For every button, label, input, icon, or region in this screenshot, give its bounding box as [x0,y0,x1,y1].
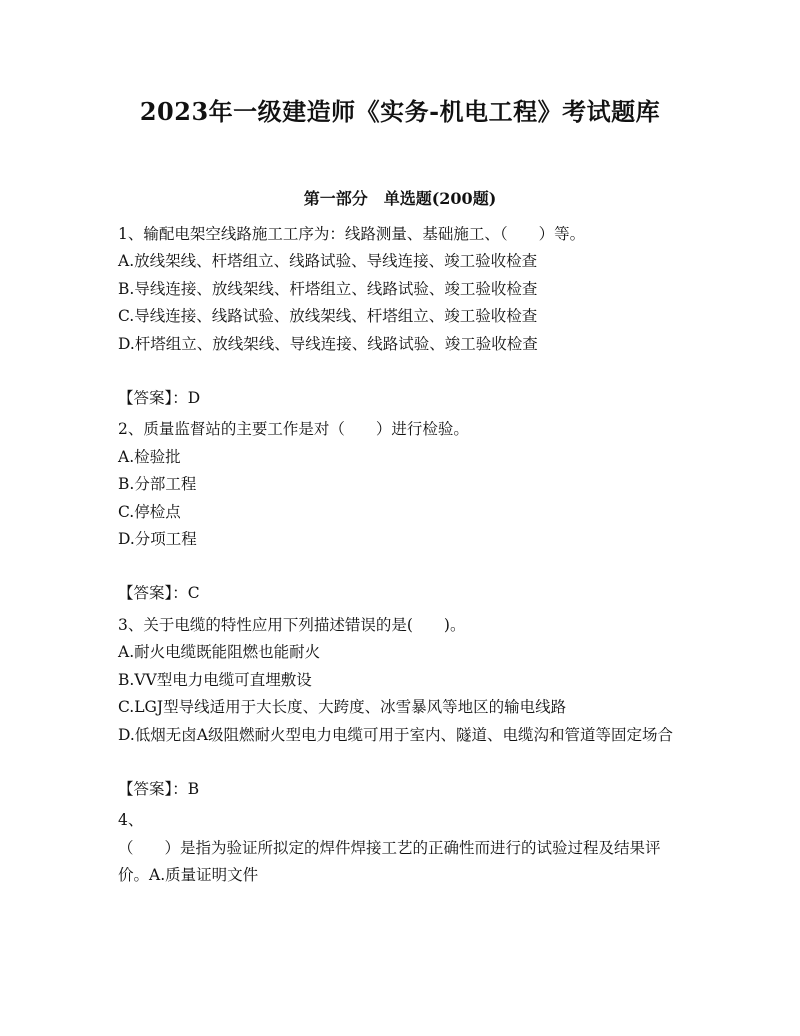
question-stem: 2、质量监督站的主要工作是对（ ）进行检验。 [118,420,469,439]
question-stem: 1、输配电架空线路施工工序为：线路测量、基础施工、（ ）等。 [118,225,586,243]
option-b: B.导线连接、放线架线、杆塔组立、线路试验、竣工验收检查 [118,279,538,298]
question-2 [118,416,678,607]
question-3 [118,612,678,803]
option-b: B.分部工程 [118,475,197,494]
document-title: 2023年一级建造师《实务-机电工程》考试题库 [139,97,661,126]
option-a: A.耐火电缆既能阻燃也能耐火 [118,643,321,662]
question-1 [118,221,678,412]
question-stem: 3、关于电缆的特性应用下列描述错误的是( )。 [118,615,466,634]
question-stem: 4、 [118,811,144,830]
question-4 [118,807,678,889]
option-b: B.VV型电力电缆可直埋敷设 [118,670,312,689]
option-c: C.LGJ型导线适用于大长度、大跨度、冰雪暴风等地区的输电线路 [118,698,567,717]
answer-label: 【答案】：B [118,779,200,798]
question-body: （ ）是指为验证所拟定的焊件焊接工艺的正确性而进行的试验过程及结果评价。A.质量证明文件 [118,838,661,885]
section-heading: 第一部分 单选题(200题) [303,189,497,208]
option-a: A.放线架线、杆塔组立、线路试验、导线连接、竣工验收检查 [118,252,538,271]
option-d: D.杆塔组立、放线架线、导线连接、线路试验、竣工验收检查 [118,334,538,353]
option-d: D.分项工程 [118,530,197,549]
option-a: A.检验批 [118,447,181,466]
option-c: C.停检点 [118,502,181,521]
answer-label: 【答案】：C [118,584,200,603]
option-c: C.导线连接、线路试验、放线架线、杆塔组立、竣工验收检查 [118,307,538,326]
question-list [118,221,678,890]
option-d: D.低烟无卤A级阻燃耐火型电力电缆可用于室内、隧道、电缆沟和管道等固定场合 [118,725,673,744]
answer-label: 【答案】：D [118,389,201,408]
